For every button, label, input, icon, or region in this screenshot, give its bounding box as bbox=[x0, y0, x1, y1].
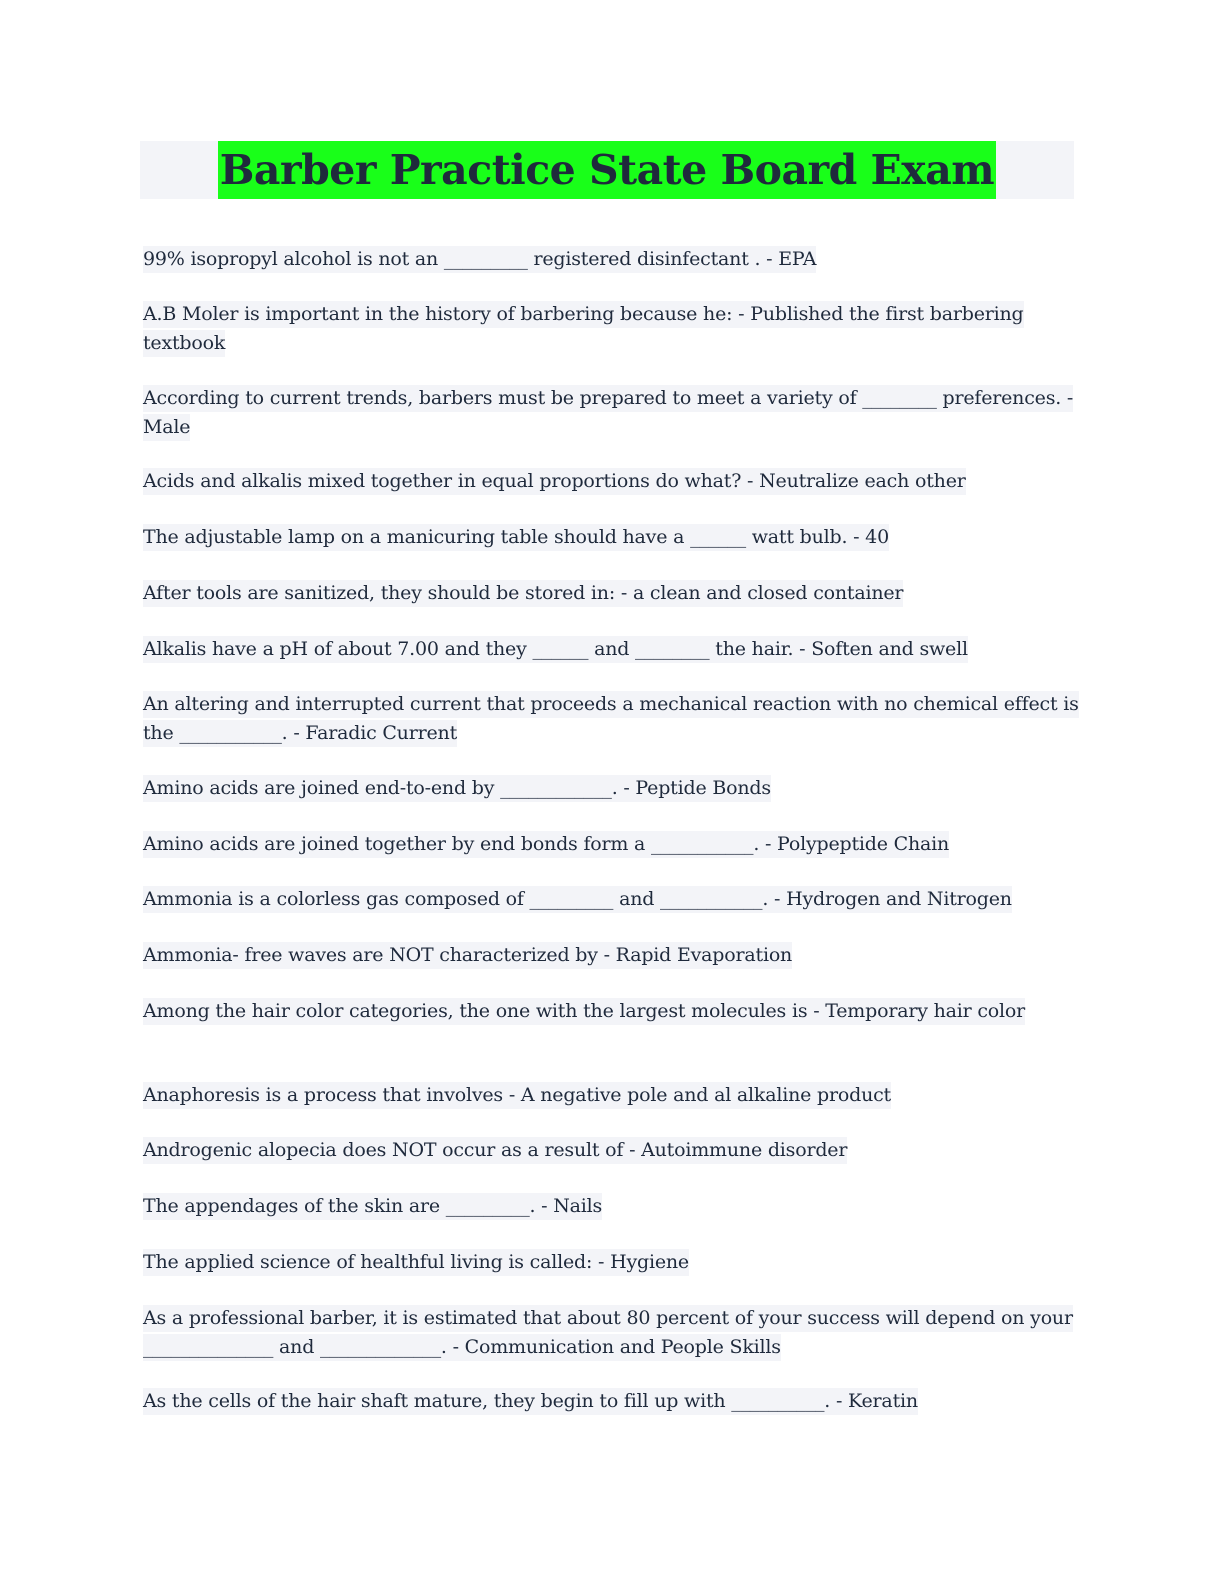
question-item: Anaphoresis is a process that involves - A negative pole and al alkaline product bbox=[143, 1081, 1083, 1110]
question-item: The adjustable lamp on a manicuring table should have a ______ watt bulb. - 40 bbox=[143, 523, 1083, 552]
question-item: The appendages of the skin are _________. - Nails bbox=[143, 1192, 1083, 1221]
question-item: The applied science of healthful living is called: - Hygiene bbox=[143, 1248, 1083, 1277]
question-item: 99% isopropyl alcohol is not an _________ registered disinfectant . - EPA bbox=[143, 245, 1083, 274]
title-band bbox=[140, 141, 1074, 199]
question-item: Acids and alkalis mixed together in equal proportions do what? - Neutralize each other bbox=[143, 467, 1083, 496]
page-title: Barber Practice State Board Exam bbox=[218, 141, 996, 199]
question-item: An altering and interrupted current that proceeds a mechanical reaction with no chemical effect is the ___________. - Faradic Current bbox=[143, 690, 1083, 747]
question-item: As the cells of the hair shaft mature, they begin to fill up with __________. - Keratin bbox=[143, 1387, 1083, 1416]
question-item: Alkalis have a pH of about 7.00 and they ______ and ________ the hair. - Soften and swell bbox=[143, 635, 1083, 664]
question-item: According to current trends, barbers must be prepared to meet a variety of ________ preferences. - Male bbox=[143, 384, 1083, 441]
question-item: Androgenic alopecia does NOT occur as a result of - Autoimmune disorder bbox=[143, 1136, 1083, 1165]
question-item: As a professional barber, it is estimated that about 80 percent of your success will depend on your ______________ and _____________. - Communication and People Skills bbox=[143, 1304, 1083, 1361]
question-item: Among the hair color categories, the one with the largest molecules is - Temporary hair color bbox=[143, 997, 1083, 1026]
question-item: Ammonia- free waves are NOT characterized by - Rapid Evaporation bbox=[143, 941, 1083, 970]
question-item: After tools are sanitized, they should be stored in: - a clean and closed container bbox=[143, 579, 1083, 608]
question-item: Amino acids are joined end-to-end by ____________. - Peptide Bonds bbox=[143, 774, 1083, 803]
question-item: Amino acids are joined together by end bonds form a ___________. - Polypeptide Chain bbox=[143, 830, 1083, 859]
question-item: A.B Moler is important in the history of barbering because he: - Published the first barbering textbook bbox=[143, 300, 1083, 357]
question-item: Ammonia is a colorless gas composed of _________ and ___________. - Hydrogen and Nitrogen bbox=[143, 885, 1083, 914]
